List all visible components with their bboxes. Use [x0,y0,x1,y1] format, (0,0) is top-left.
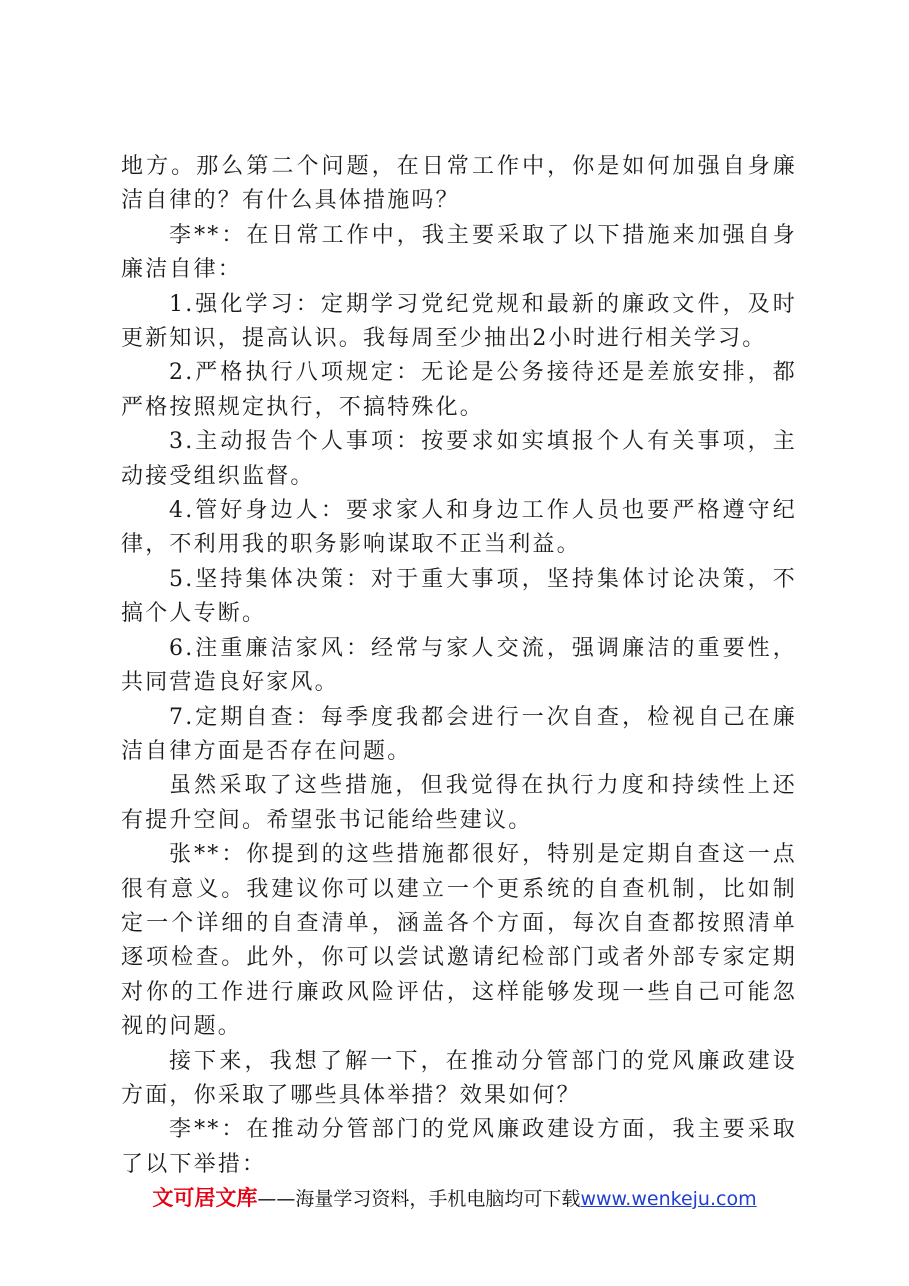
list-item: 2.严格执行八项规定：无论是公务接待还是差旅安排，都严格按照规定执行，不搞特殊化。 [121,360,797,420]
list-item: 1.强化学习：定期学习党纪党规和最新的廉政文件，及时更新知识，提高认识。我每周至少抽出2小时进行相关学习。 [121,291,797,352]
list-item: 4.管好身边人：要求家人和身边工作人员也要严格遵守纪律，不利用我的职务影响谋取不正当利益。 [121,498,797,558]
footer-brand: 文可居文库 [152,1186,258,1210]
paragraph: 李**：在推动分管部门的党风廉政建设方面，我主要采取了以下举措： [121,1117,797,1177]
page-footer [0,1182,909,1212]
paragraph: 地方。那么第二个问题，在日常工作中，你是如何加强自身廉洁自律的？有什么具体措施吗？ [121,154,797,214]
paragraph: 张**：你提到的这些措施都很好，特别是定期自查这一点很有意义。我建议你可以建立一个更系统的自查机制，比如制定一个详细的自查清单，涵盖各个方面，每次自查都按照清单逐项检查。此外，你可以尝试邀请纪检部门或者外部专家定期对你的工作进行廉政风险评估，这样能够发现一些自己可能忽视的问题。 [121,842,797,1040]
document-body [121,150,797,1182]
list-item: 7.定期自查：每季度我都会进行一次自查，检视自己在廉洁自律方面是否存在问题。 [121,704,797,764]
paragraph: 李**：在日常工作中，我主要采取了以下措施来加强自身廉洁自律： [121,222,797,283]
list-item: 6.注重廉洁家风：经常与家人交流，强调廉洁的重要性，共同营造良好家风。 [121,635,797,696]
list-item: 3.主动报告个人事项：按要求如实填报个人有关事项，主动接受组织监督。 [121,429,797,489]
paragraph: 虽然采取了这些措施，但我觉得在执行力度和持续性上还有提升空间。希望张书记能给些建议。 [121,773,797,833]
paragraph: 接下来，我想了解一下，在推动分管部门的党风廉政建设方面，你采取了哪些具体举措？效果如何？ [121,1048,797,1108]
footer-tagline: ——海量学习资料，手机电脑均可下载 [257,1188,581,1210]
footer-link[interactable]: www.wenkeju.com [580,1188,757,1210]
list-item: 5.坚持集体决策：对于重大事项，坚持集体讨论决策，不搞个人专断。 [121,566,797,627]
